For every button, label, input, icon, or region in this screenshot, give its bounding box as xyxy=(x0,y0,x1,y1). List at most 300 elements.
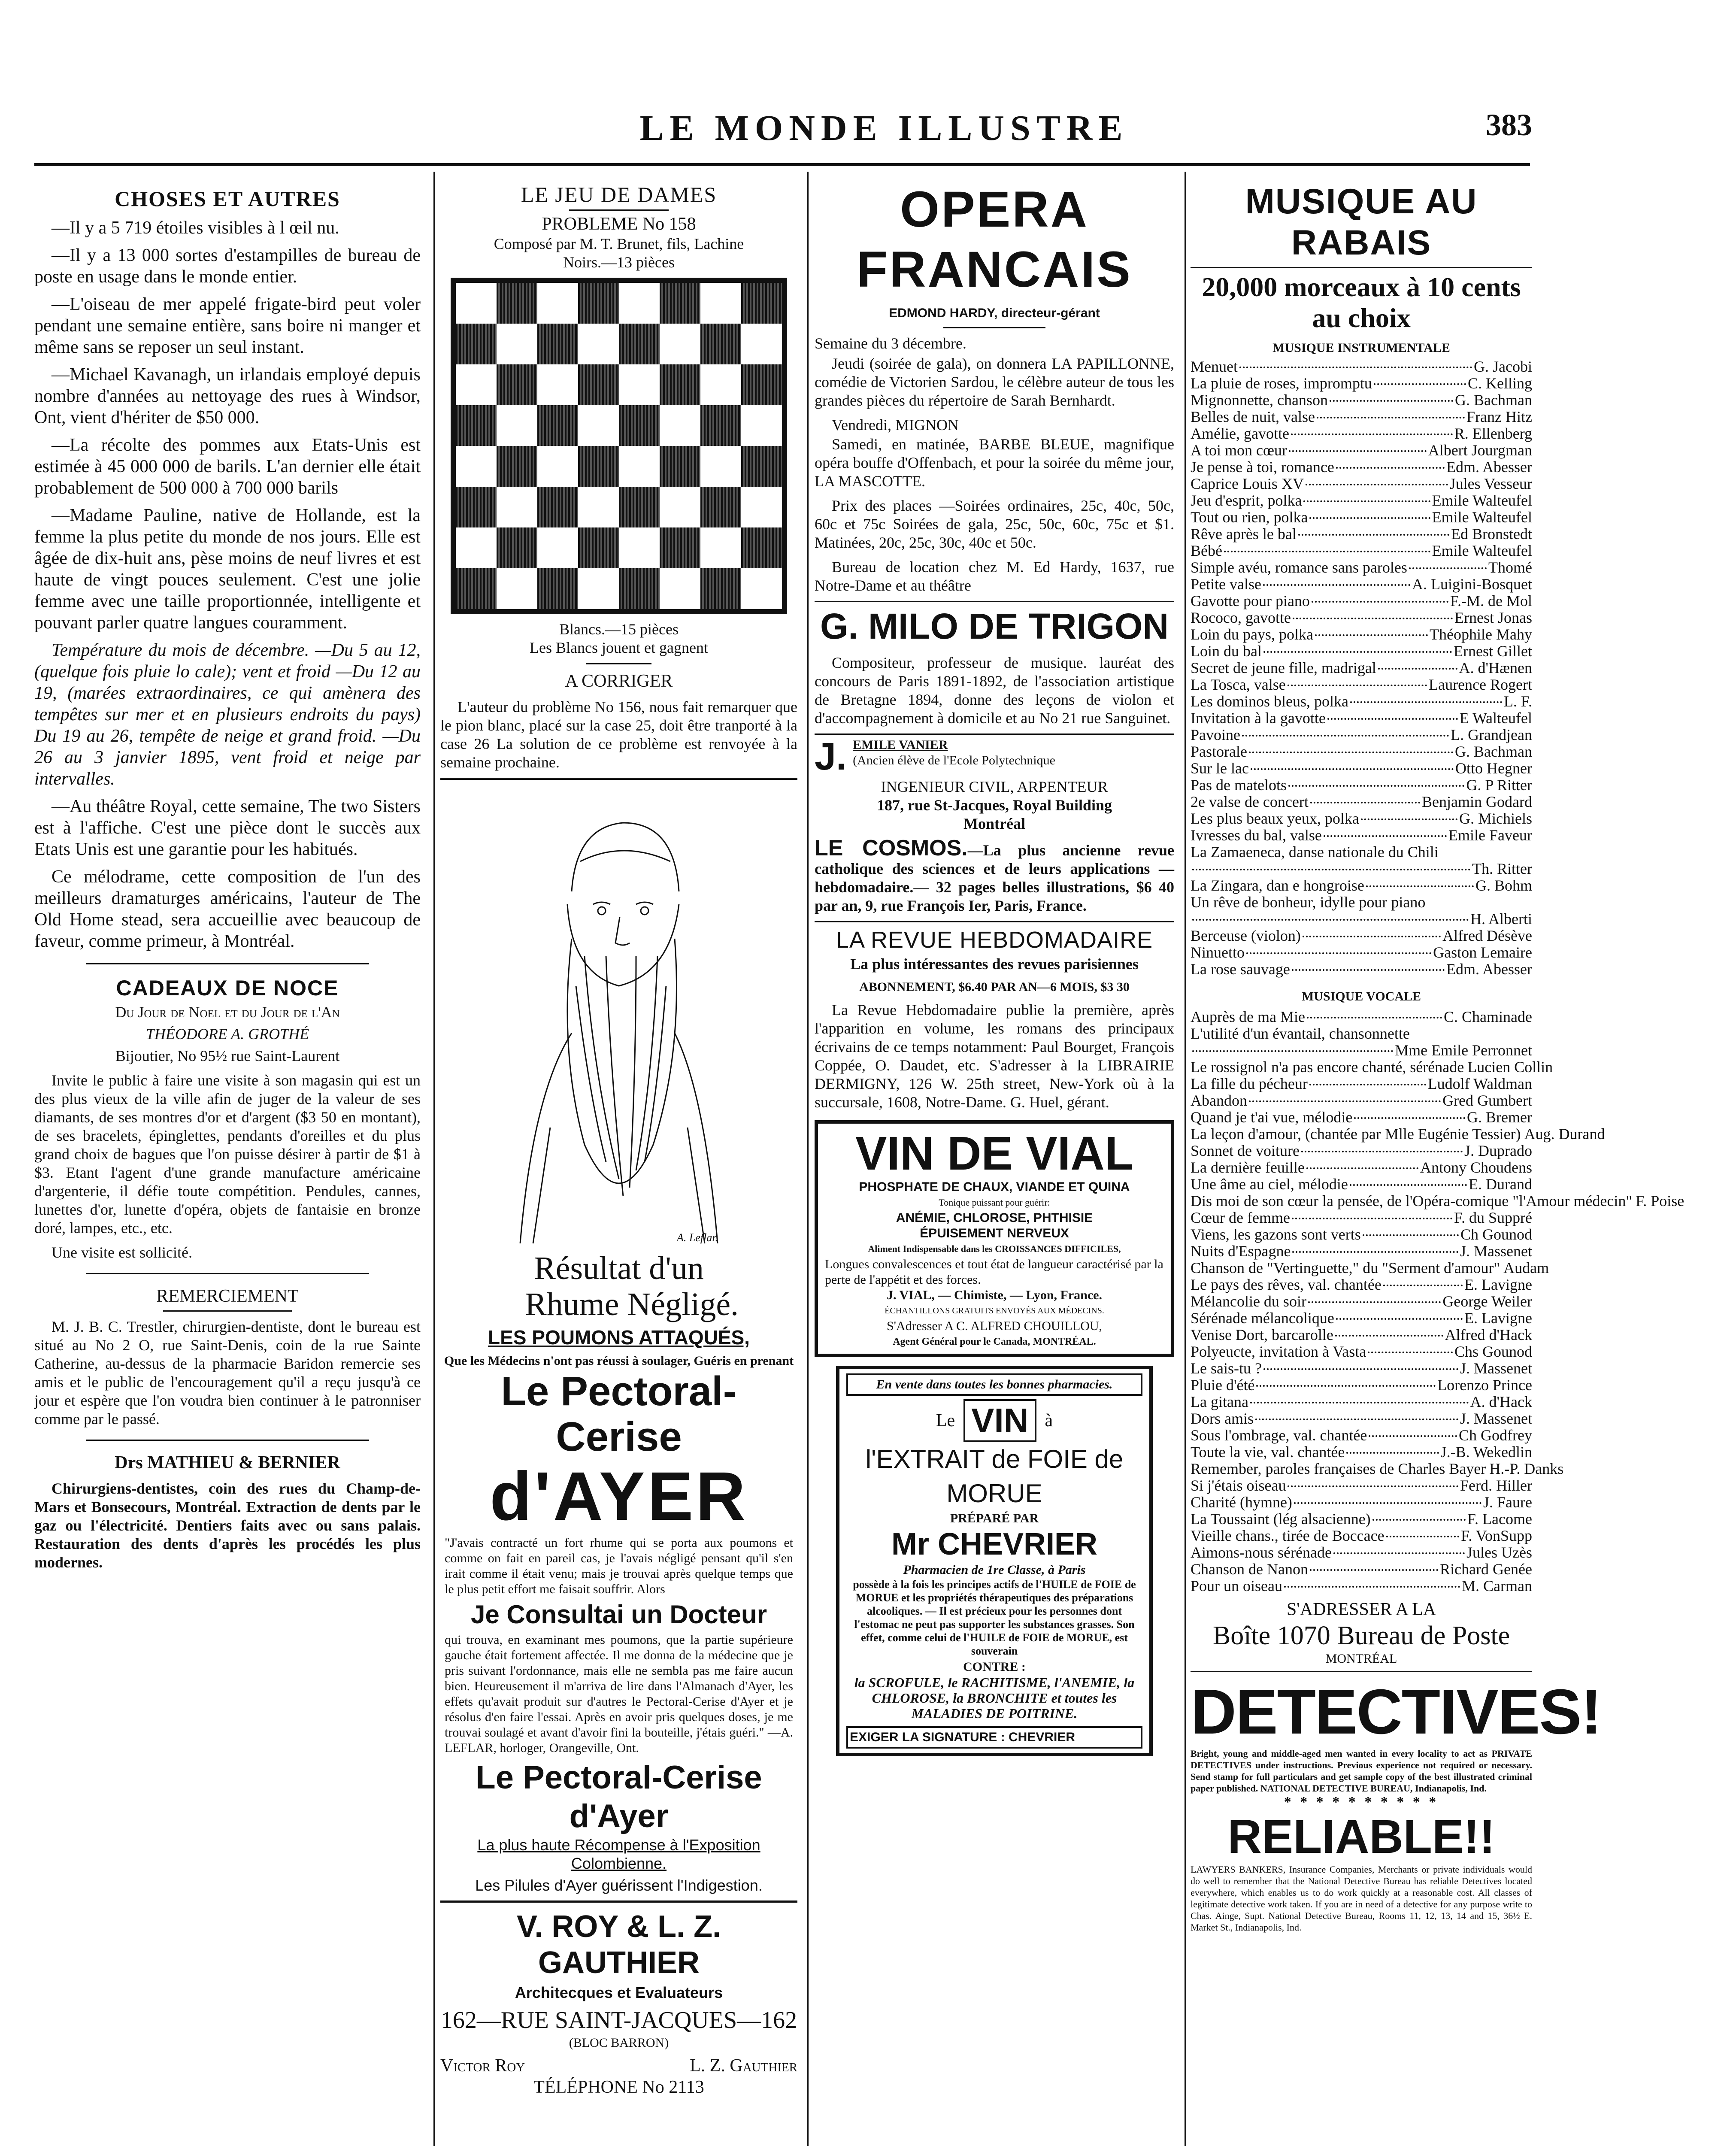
music-composer: Lucien Collin xyxy=(1467,1058,1553,1076)
music-composer: George Weiler xyxy=(1442,1293,1532,1310)
music-composer: Thomé xyxy=(1488,559,1532,576)
board-square xyxy=(578,527,619,568)
dot-leader xyxy=(1263,1368,1458,1370)
board-square xyxy=(497,568,537,609)
dot-leader xyxy=(1224,551,1430,552)
board-square xyxy=(660,527,700,568)
vial-title: VIN DE VIAL xyxy=(855,1127,1133,1180)
board-square xyxy=(700,527,741,568)
music-title: Ninuetto xyxy=(1191,944,1245,961)
music-entry xyxy=(1191,442,1532,459)
board-square xyxy=(578,283,619,324)
milo-name: G. MILO DE TRIGON xyxy=(820,606,1169,646)
chevrier-extrait: l'EXTRAIT de FOIE de MORUE xyxy=(865,1445,1124,1508)
music-title: Venise Dort, barcarolle xyxy=(1191,1326,1333,1343)
music-composer: A. d'Hack xyxy=(1470,1393,1532,1410)
music-title: A toi mon cœur xyxy=(1191,442,1287,459)
music-title: La rose sauvage xyxy=(1191,961,1290,978)
music-title: Toute la vie, val. chantée xyxy=(1191,1443,1345,1461)
divider xyxy=(86,1440,369,1441)
vanier-city: Montréal xyxy=(963,815,1025,832)
music-entry xyxy=(1191,459,1532,476)
ayer-medecins: Que les Médecins n'ont pas réussi à soulager, Guéris en prenant xyxy=(444,1354,794,1368)
music-entry xyxy=(1191,1109,1532,1126)
music-title: Pastorale xyxy=(1191,743,1247,760)
dot-leader xyxy=(1246,952,1431,954)
music-composer: F. du Suppré xyxy=(1454,1209,1532,1226)
dot-leader xyxy=(1192,1050,1393,1052)
boite: Boîte 1070 Bureau de Poste xyxy=(1212,1621,1510,1650)
dot-leader xyxy=(1312,601,1448,603)
music-composer: A. Luigini-Bosquet xyxy=(1412,576,1532,593)
corriger-heading: A CORRIGER xyxy=(565,671,673,691)
revue-body: La Revue Hebdomadaire publie la première, après l'apparition en volume, les romans des principaux écrivains de ce temps notamment: Paul Bourget, François Coppée, O. Daudet, etc. S'adresser à la LIBRAIRIE DERMIGNY, 126 W. 25th street, New-York où à la succursale, 1608, Notre-Dame. G. Huel, gérant. xyxy=(815,1001,1174,1111)
dot-leader xyxy=(1369,1435,1457,1437)
roy-role: Architecques et Evaluateurs xyxy=(515,1984,723,2001)
dot-leader xyxy=(1293,618,1453,619)
music-entry xyxy=(1191,1143,1532,1159)
music-entry xyxy=(1191,1377,1532,1394)
music-entry xyxy=(1191,576,1532,593)
music-entry xyxy=(1191,1293,1532,1310)
divider xyxy=(1191,1671,1532,1672)
music-title: Polyeucte, invitation à Vasta xyxy=(1191,1343,1366,1360)
dot-leader xyxy=(1409,567,1487,569)
dot-leader xyxy=(1336,467,1445,469)
divider xyxy=(586,663,651,664)
music-title: Sonnet de voiture xyxy=(1191,1142,1300,1159)
cadeaux-closing: Une visite est sollicité. xyxy=(52,1244,192,1261)
board-square xyxy=(741,283,782,324)
board-square xyxy=(537,364,578,405)
cosmos-body: —La plus ancienne revue catholique des sciences et de leurs applications — hebdomadaire.— 32 pages belles illustrations, $6 40 par an, 9, rue François Ier, Paris, France. xyxy=(815,842,1174,914)
dot-leader xyxy=(1292,1218,1452,1219)
dot-leader xyxy=(1292,1251,1458,1253)
dot-leader xyxy=(1336,1318,1463,1320)
dot-leader xyxy=(1372,1519,1466,1521)
ayer-headline-2: Rhume Négligé. xyxy=(524,1286,739,1322)
board-square xyxy=(578,446,619,487)
vial-ad xyxy=(815,1120,1174,1357)
chevrier-le: Le xyxy=(936,1411,955,1431)
music-entry xyxy=(1191,810,1532,827)
board-square xyxy=(619,568,660,609)
vial-sub: PHOSPHATE DE CHAUX, VIANDE ET QUINA xyxy=(859,1180,1130,1194)
dames-blancs: Blancs.—15 pièces xyxy=(559,621,679,638)
choses-para: Température du mois de décembre. —Du 5 au 12, (quelque fois pluie lo cale); vent et froid —Du 12 au 19, (marées extraordinaires, ce qui amènera des tempêtes sur mer et en plusieurs endroits du pays) Du 19 au 26, tempête de neige et grand froid. —Du 26 au 3 janvier 1895, vent froid et neige par intervalles. xyxy=(34,640,421,789)
dot-leader xyxy=(1239,367,1472,368)
divider xyxy=(569,209,669,211)
music-title: Rêve après le bal xyxy=(1191,525,1297,543)
music-composer: E. Durand xyxy=(1469,1176,1532,1193)
music-title: L'utilité d'un évantail, chansonnette xyxy=(1191,1025,1410,1042)
checkers-board xyxy=(451,278,787,614)
masthead-title: LE MONDE ILLUSTRE xyxy=(639,108,1129,148)
dot-leader xyxy=(1301,1151,1463,1152)
board-square xyxy=(619,364,660,405)
board-square xyxy=(660,324,700,364)
board-square xyxy=(537,487,578,527)
board-square xyxy=(456,405,497,446)
dot-leader xyxy=(1192,869,1470,870)
music-composer: L. Grandjean xyxy=(1451,726,1532,743)
dot-leader xyxy=(1289,450,1427,452)
music-entry xyxy=(1191,476,1532,492)
dot-leader xyxy=(1298,534,1449,536)
opera-vendredi: Vendredi, MIGNON xyxy=(832,416,959,433)
board-square xyxy=(578,364,619,405)
board-square xyxy=(497,527,537,568)
music-title: La pluie de roses, impromptu xyxy=(1191,375,1372,392)
ayer-product-3: Le Pectoral-Cerise d'Ayer xyxy=(476,1759,762,1834)
board-square xyxy=(578,405,619,446)
dot-leader xyxy=(1309,517,1430,519)
board-square xyxy=(741,527,782,568)
music-title: Abandon xyxy=(1191,1092,1247,1109)
music-composer: Emile Walteufel xyxy=(1432,542,1532,559)
dot-leader xyxy=(1386,1536,1460,1537)
music-entry xyxy=(1191,509,1532,526)
opera-prices: Prix des places —Soirées ordinaires, 25c, 40c, 50c, 60c et 75c Soirées de gala, 25c, 50c, 60c, 75c et $1. Matinées, 20c, 25c, 30c, 40c et 50c. xyxy=(815,497,1174,551)
header-rule xyxy=(34,163,1530,166)
opera-title: OPERA FRANCAIS xyxy=(857,181,1132,298)
music-composer: Gred Gumbert xyxy=(1442,1092,1532,1109)
music-title: La fille du pécheur xyxy=(1191,1075,1308,1092)
choses-para: Ce mélodrame, cette composition de l'un des meilleurs dramaturges américains, l'auteur de The Old Home stead, sera accueillie avec beaucoup de faveur, comme primeur, à Montréal. xyxy=(34,867,421,951)
roy-right: L. Z. Gauthier xyxy=(690,2056,797,2076)
ayer-poumons: LES POUMONS ATTAQUÉS, xyxy=(488,1326,750,1349)
roy-phone: TÉLÉPHONE No 2113 xyxy=(533,2077,704,2097)
vocal-list xyxy=(1191,1008,1684,1594)
music-title: Vieille chans., tirée de Boccace xyxy=(1191,1527,1385,1544)
dot-leader xyxy=(1256,1385,1436,1387)
music-entry xyxy=(1191,1092,1532,1109)
music-entry xyxy=(1191,1192,1684,1209)
dot-leader xyxy=(1330,400,1453,402)
divider xyxy=(943,327,1045,328)
music-title: Caprice Louis XV xyxy=(1191,475,1304,492)
music-entry xyxy=(1191,1259,1549,1276)
board-square xyxy=(741,568,782,609)
music-title: Charité (hymne) xyxy=(1191,1494,1292,1511)
music-composer: Ernest Jonas xyxy=(1454,609,1532,626)
board-square xyxy=(660,405,700,446)
music-entry xyxy=(1191,911,1532,928)
vial-ills-1: ANÉMIE, CHLOROSE, PHTHISIE xyxy=(896,1211,1093,1225)
ayer-recompense: La plus haute Récompense à l'Exposition Colombienne. xyxy=(477,1836,760,1872)
music-entry xyxy=(1191,1477,1532,1494)
cadeaux-sub: Du Jour de Noel et du Jour de l'An xyxy=(115,1003,340,1021)
corriger-body: L'auteur du problème No 156, nous fait remarquer que le pion blanc, placé sur la case 25, doit être tranporté à la case 26 La solution de ce problème est renvoyée à la semaine prochaine. xyxy=(440,698,797,771)
music-title: Pour un oiseau xyxy=(1191,1577,1282,1594)
music-entry xyxy=(1191,693,1532,710)
choses-para: —La récolte des pommes aux Etats-Unis est estimée à 45 000 000 de barils. L'an dernier elle était probablement de 500 000 à 700 000 barils xyxy=(34,435,421,498)
music-composer: Antony Choudens xyxy=(1420,1159,1532,1176)
music-title: Pas de matelots xyxy=(1191,776,1287,794)
opera-week: Semaine du 3 décembre. xyxy=(815,335,966,352)
music-composer: Benjamin Godard xyxy=(1422,793,1532,810)
roy-name: V. ROY & L. Z. GAUTHIER xyxy=(516,1910,721,1980)
board-square xyxy=(700,364,741,405)
board-square xyxy=(619,405,660,446)
music-title: Berceuse (violon) xyxy=(1191,927,1301,944)
cadeaux-heading: CADEAUX DE NOCE xyxy=(116,976,339,1000)
board-square xyxy=(619,324,660,364)
dot-leader xyxy=(1363,1234,1459,1236)
vanier-address: 187, rue St-Jacques, Royal Building xyxy=(876,797,1112,814)
music-composer: A. d'Hænen xyxy=(1459,659,1532,676)
divider xyxy=(815,734,1174,735)
music-title: Rococo, gavotte xyxy=(1191,609,1291,626)
music-entry xyxy=(1191,593,1532,609)
music-composer: Laurence Rogert xyxy=(1429,676,1532,693)
music-composer: Edm. Abesser xyxy=(1446,458,1532,476)
board-square xyxy=(741,446,782,487)
dot-leader xyxy=(1306,1167,1418,1169)
dot-leader xyxy=(1317,417,1465,418)
music-entry xyxy=(1191,1125,1605,1143)
music-composer: Emile Walteufel xyxy=(1432,492,1532,509)
music-composer: Mme Emile Perronnet xyxy=(1395,1042,1532,1059)
ayer-testimonial: "J'avais contracté un fort rhume qui se porta aux poumons et comme on fait en pareil cas, je l'avais négligé pensant qu'il s'en irait comme il était venu; mais je trouvai après quelque temps que le plus petit effort me faisait souffrir. Alors xyxy=(445,1536,793,1596)
music-entry xyxy=(1191,827,1532,844)
music-title: La Zingara, dan e hongroise xyxy=(1191,877,1364,894)
dot-leader xyxy=(1291,433,1453,435)
music-composer: G. Michiels xyxy=(1459,810,1532,827)
chevrier-ad xyxy=(836,1366,1153,1756)
music-entry xyxy=(1191,1176,1532,1193)
vial-ills-2: ÉPUISEMENT NERVEUX xyxy=(920,1226,1069,1240)
choses-para: —Il y a 5 719 étoiles visibles à l œil nu. xyxy=(52,218,339,238)
board-square xyxy=(619,283,660,324)
music-entry xyxy=(1191,1243,1532,1260)
music-entry xyxy=(1191,928,1532,944)
dot-leader xyxy=(1288,1485,1458,1487)
board-square xyxy=(700,446,741,487)
dot-leader xyxy=(1374,383,1466,385)
music-composer: Jules Uzès xyxy=(1466,1544,1532,1561)
music-composer: Franz Hitz xyxy=(1466,408,1532,425)
music-entry xyxy=(1191,1561,1532,1578)
board-square xyxy=(456,364,497,405)
divider xyxy=(1191,267,1532,268)
dot-leader xyxy=(1308,1301,1441,1303)
music-title: Une âme au ciel, mélodie xyxy=(1191,1176,1348,1193)
board-square xyxy=(497,324,537,364)
music-title: Le rossignol n'a pas encore chanté, sérénade xyxy=(1191,1058,1464,1076)
dot-leader xyxy=(1368,1352,1453,1353)
music-composer: E. Lavigne xyxy=(1464,1309,1532,1327)
music-title: Amélie, gavotte xyxy=(1191,425,1289,442)
roy-partners xyxy=(440,2055,797,2076)
board-square xyxy=(497,446,537,487)
choses-para: —Madame Pauline, native de Hollande, est la femme la plus petite du monde de nos jours. Elle est âgée de dix-huit ans, pèse moins de neuf livres et est haute de vingt pouces seulement. C'est une jolie femme avec une taille proportionnée, intelligente et pouvant parler quatre langues couramment. xyxy=(34,506,421,633)
chevrier-a: à xyxy=(1045,1411,1053,1431)
vocal-heading: MUSIQUE VOCALE xyxy=(1301,989,1421,1003)
music-entry xyxy=(1191,727,1532,743)
board-square xyxy=(456,446,497,487)
music-entry xyxy=(1191,1578,1532,1594)
music-composer: G. Jacobi xyxy=(1474,358,1532,375)
column-3 xyxy=(807,172,1180,2146)
adresser: S'ADRESSER A LA xyxy=(1286,1600,1436,1619)
vial-tonic: Tonique puissant pour guérir: xyxy=(939,1197,1050,1208)
music-title: La gitana xyxy=(1191,1393,1248,1410)
music-composer: Jules Vesseur xyxy=(1449,475,1532,492)
dot-leader xyxy=(1303,936,1441,937)
dot-leader xyxy=(1263,651,1452,653)
music-composer: J. Massenet xyxy=(1460,1243,1532,1260)
column-1 xyxy=(34,172,429,2146)
music-entry xyxy=(1191,375,1532,392)
cadeaux-body: Invite le public à faire une visite à son magasin qui est un des plus vieux de la ville afin de juger de la valeur de ses diamants, de ses montres d'or et d'argent ($3 50 en montant), de ses bracelets, épinglettes, pendants d'oreilles et du plus grand choix de bagues que l'on puisse désirer à partir de $1 à $3. Etant l'agent d'une grande manufacture américaine d'argenterie, il défie toute compétition. Pendules, cannes, lunettes d'or, lunette d'opéra, objets de fantaisie en bronze doré, lampes, etc., etc. xyxy=(34,1072,421,1237)
cosmos-name: LE COSMOS. xyxy=(815,836,968,861)
revue-sub: La plus intéressantes des revues parisiennes xyxy=(850,955,1139,973)
divider xyxy=(815,601,1174,602)
portrait-artist: A. Leflar. xyxy=(677,1231,718,1244)
music-title: Gavotte pour piano xyxy=(1191,592,1310,609)
reliable-title: RELIABLE!! xyxy=(1227,1810,1495,1863)
board-square xyxy=(456,283,497,324)
board-square xyxy=(619,487,660,527)
divider xyxy=(440,778,797,780)
instr-heading: MUSIQUE INSTRUMENTALE xyxy=(1272,341,1450,355)
chevrier-prepare: PRÉPARÉ PAR xyxy=(950,1511,1039,1525)
music-title: Ivresses du bal, valse xyxy=(1191,827,1322,844)
music-composer: J.-B. Wekedlin xyxy=(1440,1443,1532,1461)
music-composer: Emile Faveur xyxy=(1448,827,1532,844)
music-title: Je pense à toi, romance xyxy=(1191,458,1334,476)
music-entry xyxy=(1191,794,1532,810)
music-entry xyxy=(1191,743,1532,760)
vial-body: Longues convalescences et tout état de langueur caractérisé par la perte de l'appétit et des forces. xyxy=(825,1257,1163,1287)
music-composer: F. Poise xyxy=(1636,1192,1684,1209)
dot-leader xyxy=(1307,1017,1442,1018)
dot-leader xyxy=(1310,802,1420,803)
music-composer: G. Bremer xyxy=(1467,1109,1532,1126)
music-entry xyxy=(1191,861,1532,877)
music-title: Loin du pays, polka xyxy=(1191,626,1313,643)
dot-leader xyxy=(1288,785,1464,787)
choses-para: —Au théâtre Royal, cette semaine, The two Sisters est à l'affiche. C'est une pièce dont le succès aux Etats Unis est une garantie pour les habitués. xyxy=(34,797,421,859)
music-title: 2e valse de concert xyxy=(1191,793,1309,810)
music-composer: R. Ellenberg xyxy=(1454,425,1532,442)
music-title: Nuits d'Espagne xyxy=(1191,1243,1291,1260)
music-title: Secret de jeune fille, madrigal xyxy=(1191,659,1376,676)
dot-leader xyxy=(1354,1117,1465,1119)
music-composer: Audam xyxy=(1503,1259,1549,1276)
board-square xyxy=(456,324,497,364)
music-composer: Th. Ritter xyxy=(1472,860,1532,877)
revue-title: LA REVUE HEBDOMADAIRE xyxy=(836,927,1153,953)
dot-leader xyxy=(1288,685,1427,686)
music-entry xyxy=(1191,1209,1532,1226)
music-composer: G. P Ritter xyxy=(1466,776,1532,794)
dot-leader xyxy=(1306,484,1448,485)
music-entry xyxy=(1191,1159,1532,1176)
music-title: La leçon d'amour, (chantée par Mlle Eugénie Tessier) xyxy=(1191,1125,1521,1143)
music-title: Tout ou rien, polka xyxy=(1191,509,1308,526)
music-composer: Ch Gounod xyxy=(1460,1226,1532,1243)
music-title: Belles de nuit, valse xyxy=(1191,408,1315,425)
music-composer: Ed Bronstedt xyxy=(1451,525,1532,543)
music-entry xyxy=(1191,1276,1532,1293)
dot-leader xyxy=(1249,752,1453,753)
stars-row: * * * * * * * * * * xyxy=(1284,1794,1439,1810)
music-entry xyxy=(1191,1076,1532,1092)
music-title: Dis moi de son cœur la pensée, de l'Opéra-comique "l'Amour médecin" xyxy=(1191,1192,1633,1209)
music-entry xyxy=(1191,1226,1532,1243)
mathieu-heading: Drs MATHIEU & BERNIER xyxy=(115,1453,340,1473)
music-composer: J. Duprado xyxy=(1464,1142,1532,1159)
ayer-headline-1: Résultat d'un xyxy=(534,1250,704,1286)
musique-title: MUSIQUE AU RABAIS xyxy=(1245,182,1478,262)
board-square xyxy=(537,568,578,609)
dot-leader xyxy=(1294,1502,1482,1504)
dot-leader xyxy=(1315,634,1428,636)
chevrier-ills: la SCROFULE, le RACHITISME, l'ANEMIE, la CHLOROSE, la BRONCHITE et toutes les MALADIES DE POITRINE. xyxy=(854,1675,1135,1721)
board-square xyxy=(660,568,700,609)
board-square xyxy=(660,364,700,405)
music-entry xyxy=(1191,1528,1532,1544)
music-entry xyxy=(1191,1410,1532,1427)
mathieu-body: Chirurgiens-dentistes, coin des rues du Champ-de-Mars et Bonsecours, Montréal. Extraction de dents par le gaz ou l'électricité. Dentiers faits avec ou sans palais. Restauration des dents d'après les procédés les plus modernes. xyxy=(34,1480,421,1571)
music-composer: J. Faure xyxy=(1483,1494,1532,1511)
music-entry xyxy=(1191,492,1532,509)
chevrier-vin: VIN xyxy=(963,1399,1036,1442)
dames-heading: LE JEU DE DAMES xyxy=(521,182,717,206)
music-entry xyxy=(1191,1310,1532,1327)
music-title: Cœur de femme xyxy=(1191,1209,1290,1226)
divider xyxy=(86,963,369,964)
board-square xyxy=(497,283,537,324)
board-square xyxy=(741,364,782,405)
music-composer: Albert Jourgman xyxy=(1428,442,1532,459)
music-entry xyxy=(1191,626,1532,643)
music-title: La dernière feuille xyxy=(1191,1159,1305,1176)
dot-leader xyxy=(1263,584,1410,586)
music-entry xyxy=(1191,1394,1532,1410)
music-composer: G. Bohm xyxy=(1475,877,1532,894)
music-title: Si j'étais oiseau xyxy=(1191,1477,1286,1494)
music-title: Pavoine xyxy=(1191,726,1240,743)
music-title: Remember, paroles françaises de Charles Bayer xyxy=(1191,1460,1486,1477)
board-square xyxy=(456,568,497,609)
music-entry xyxy=(1191,676,1532,693)
ayer-testimonial-2: qui trouva, en examinant mes poumons, que la partie supérieure gauche était fortement affectée. Il me donna de la médecine que je pris suivant l'ordonnance, mais elle ne sembla pas me faire aucun bien. Heureusement il m'arriva de lire dans l'Almanach d'Ayer, les effets qu'avait produit sur d'autres le Pectoral-Cerise d'Ayer et je résolus d'en faire l'essai. Après en avoir pris quelques doses, je me trouvai soulagé et avant d'avoir fini la bouteille, j'étais guéri." —A. LEFLAR, horloger, Orangeville, Ont. xyxy=(445,1633,793,1755)
divider xyxy=(815,921,1174,922)
choses-heading: CHOSES ET AUTRES xyxy=(115,187,340,211)
boite-city: MONTRÉAL xyxy=(1325,1652,1397,1666)
dames-note: Les Blancs jouent et gagnent xyxy=(530,639,708,656)
music-title: Le pays des rêves, val. chantée xyxy=(1191,1276,1382,1293)
music-composer: Théophile Mahy xyxy=(1430,626,1532,643)
page-number: 383 xyxy=(1486,108,1532,142)
ayer-consultai: Je Consultai un Docteur xyxy=(470,1600,767,1629)
music-composer: E Walteufel xyxy=(1459,709,1532,727)
roy-building: (BLOC BARRON) xyxy=(569,2036,669,2050)
music-entry xyxy=(1191,1360,1532,1377)
music-title: Chanson de "Vertinguette," du "Serment d'amour" xyxy=(1191,1259,1500,1276)
board-square xyxy=(537,405,578,446)
vanier-block xyxy=(815,737,1174,776)
dot-leader xyxy=(1249,1100,1441,1102)
music-title: Sérénade mélancolique xyxy=(1191,1309,1334,1327)
music-composer: G. Bachman xyxy=(1455,391,1532,409)
music-title: Mignonnette, chanson xyxy=(1191,391,1328,409)
board-square xyxy=(497,487,537,527)
dot-leader xyxy=(1350,1184,1467,1186)
